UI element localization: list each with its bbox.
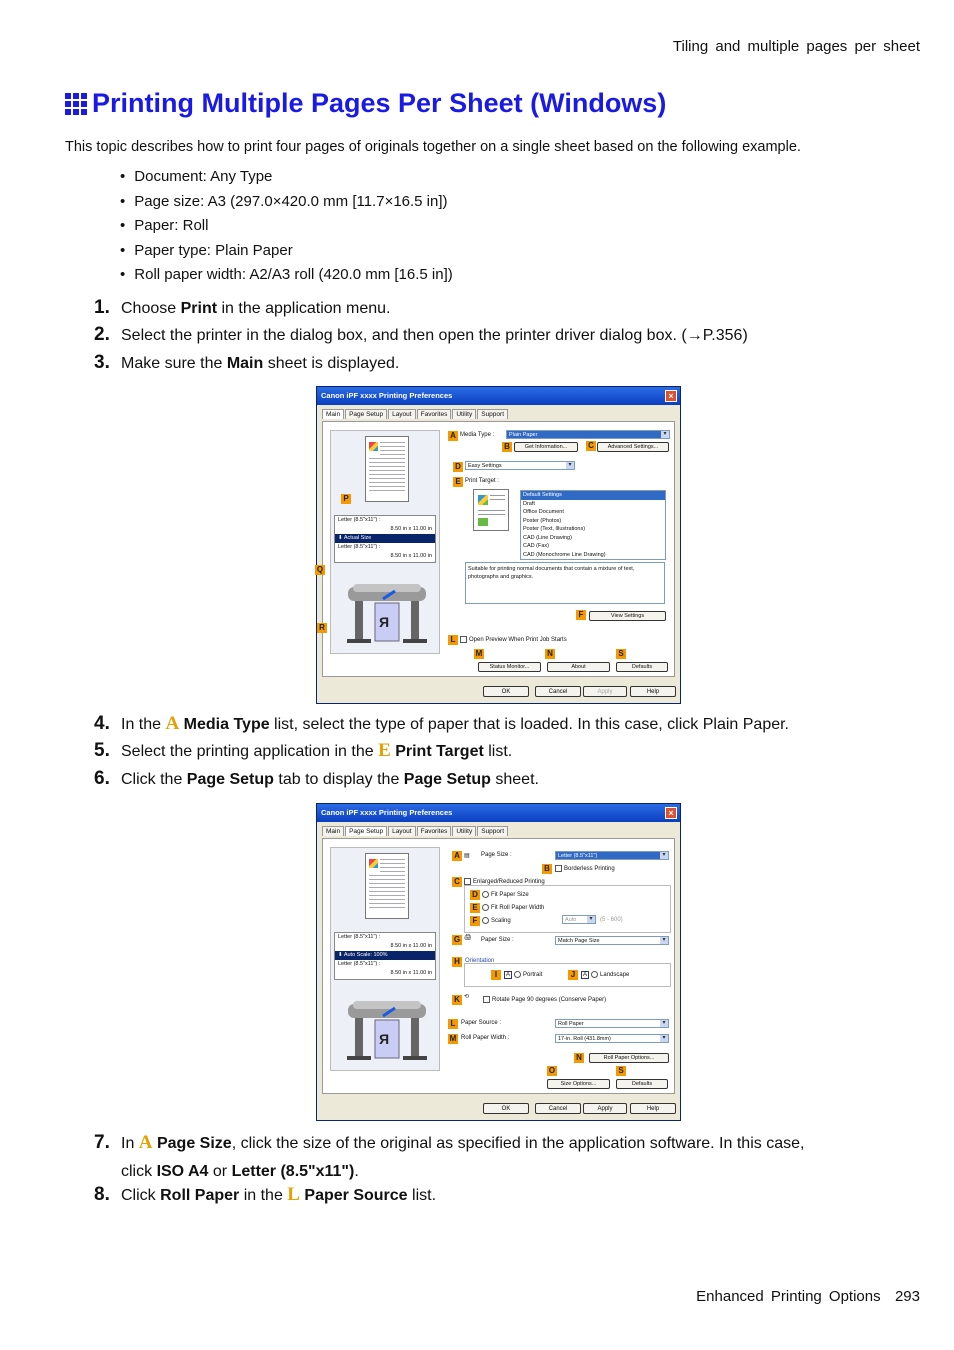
plotter-mark: R xyxy=(379,1031,390,1047)
step-4 xyxy=(94,713,914,735)
step-text: click xyxy=(121,1163,157,1180)
step-text: in the xyxy=(239,1187,288,1204)
easy-settings-select[interactable]: Easy Settings ▾ xyxy=(465,461,575,470)
tab-page-setup[interactable]: Page Setup xyxy=(345,826,387,836)
cancel-button[interactable]: Cancel xyxy=(535,1103,581,1114)
size-options-button[interactable]: Size Options... xyxy=(547,1079,610,1089)
example-list xyxy=(120,168,453,291)
list-item: • Paper: Roll xyxy=(120,217,453,242)
scaling-label: Scaling xyxy=(491,918,511,925)
help-button[interactable]: Help xyxy=(630,686,676,697)
step-number: 6. xyxy=(94,768,110,789)
get-information-button[interactable]: Get Information... xyxy=(514,442,578,452)
step-number: 3. xyxy=(94,352,110,373)
page-title xyxy=(65,88,666,119)
step-8 xyxy=(94,1184,914,1206)
paper-source-label: Paper Source : xyxy=(461,1020,502,1026)
borderless-option[interactable] xyxy=(555,865,615,872)
step-5 xyxy=(94,740,914,762)
defaults-button[interactable]: Defaults xyxy=(616,662,668,672)
size-info-line: 8.50 in x 11.00 in xyxy=(390,970,432,976)
footer-chapter: Enhanced Printing Options xyxy=(696,1288,881,1305)
scaling-range: (5 - 600) xyxy=(600,917,623,923)
fit-paper-label: Fit Paper Size xyxy=(491,892,529,899)
tab-support[interactable]: Support xyxy=(477,409,508,419)
step-text: list, select the type of paper that is loaded. In this case, click Plain Paper. xyxy=(269,716,789,733)
step-text: in the application menu. xyxy=(217,300,391,317)
label-c: C xyxy=(586,441,596,451)
step-number: 1. xyxy=(94,297,110,318)
radio[interactable] xyxy=(514,971,521,978)
label-b: B xyxy=(502,442,512,452)
target-description: Suitable for printing normal documents that contain a mixture of text, photographs and graphics. xyxy=(465,562,665,604)
advanced-settings-button[interactable]: Advanced Settings... xyxy=(597,442,669,452)
step-bold: Main xyxy=(226,355,264,372)
picture-icon xyxy=(369,442,378,451)
step-bold: ISO A4 xyxy=(156,1163,209,1180)
tab-support[interactable]: Support xyxy=(477,826,508,836)
media-type-label: Media Type : xyxy=(460,432,495,438)
fit-roll-option[interactable] xyxy=(482,904,544,911)
size-info-line: Letter (8.5"x11") : xyxy=(338,961,381,967)
portrait-label: Portrait xyxy=(523,972,543,979)
rotate-icon: ⟲ xyxy=(464,994,470,1000)
running-header: Tiling and multiple pages per sheet xyxy=(672,38,920,55)
tab-main[interactable]: Main xyxy=(322,826,344,836)
list-item[interactable]: CAD (Fax) xyxy=(523,543,549,549)
portrait-icon: A xyxy=(506,972,511,979)
callout-letter: A xyxy=(138,1132,153,1153)
close-icon[interactable]: × xyxy=(665,390,677,402)
list-item[interactable]: CAD (Monochrome Line Drawing) xyxy=(523,551,606,558)
label-a: A xyxy=(452,851,462,861)
tab-favorites[interactable]: Favorites xyxy=(417,409,452,419)
label-b: B xyxy=(542,864,552,874)
label-n: N xyxy=(545,649,555,659)
fit-paper-option[interactable] xyxy=(482,891,529,898)
step-text: . xyxy=(354,1163,359,1180)
portrait-option[interactable] xyxy=(504,971,542,978)
step-text: Make sure the xyxy=(121,355,227,372)
scaling-stepper[interactable]: Auto ▾ xyxy=(562,915,596,924)
dialog-title-bar xyxy=(317,387,680,405)
checkbox[interactable] xyxy=(460,636,467,643)
callout-letter: A xyxy=(165,713,180,734)
tab-page-setup[interactable]: Page Setup xyxy=(345,409,387,419)
dialog-title: Canon iPF xxxx Printing Preferences xyxy=(321,808,453,817)
page-setup-dialog xyxy=(316,803,681,1121)
label-p: P xyxy=(341,494,351,504)
dialog-title: Canon iPF xxxx Printing Preferences xyxy=(321,391,453,400)
step-bold: Page Setup xyxy=(403,771,491,788)
roll-paper-options-button[interactable]: Roll Paper Options... xyxy=(589,1053,669,1063)
step-text: list. xyxy=(407,1187,437,1204)
size-info-line: 8.50 in x 11.00 in xyxy=(390,553,432,559)
help-button[interactable]: Help xyxy=(630,1103,676,1114)
step-text: sheet is displayed. xyxy=(263,355,400,372)
step-number: 8. xyxy=(94,1184,110,1205)
cancel-button[interactable]: Cancel xyxy=(535,686,581,697)
step-number: 7. xyxy=(94,1132,110,1153)
label-d: D xyxy=(453,462,463,472)
ok-button[interactable]: OK xyxy=(483,686,529,697)
label-l: L xyxy=(448,635,458,645)
size-info-line: 8.50 in x 11.00 in xyxy=(390,526,432,532)
tab-pane xyxy=(316,421,675,677)
orientation-label: Orientation xyxy=(465,958,495,964)
print-target-label: Print Target : xyxy=(465,478,499,484)
step-1 xyxy=(94,297,914,319)
tab-utility[interactable]: Utility xyxy=(452,409,476,419)
list-item[interactable]: Draft xyxy=(523,500,535,507)
step-7 xyxy=(94,1129,914,1186)
label-l: L xyxy=(448,1019,458,1029)
paper-size-label: Paper Size : xyxy=(481,937,514,943)
page-size-label: Page Size : xyxy=(481,852,512,858)
checkbox[interactable] xyxy=(555,865,562,872)
size-info-line: Letter (8.5"x11") : xyxy=(338,544,381,550)
defaults-button[interactable]: Defaults xyxy=(616,1079,668,1089)
step-text: Select the printer in the dialog box, and then open the printer driver dialog box. (→P.356) xyxy=(121,327,748,344)
label-k: K xyxy=(452,995,462,1005)
print-target-list[interactable] xyxy=(520,490,666,560)
step-bold: Media Type xyxy=(179,716,270,733)
callout-letter: L xyxy=(287,1184,300,1205)
step-bold: Page Size xyxy=(152,1135,232,1152)
step-number: 2. xyxy=(94,324,110,345)
landscape-icon: A xyxy=(583,972,588,979)
running-footer xyxy=(696,1288,920,1305)
paper-source-select[interactable]: Roll Paper ▾ xyxy=(555,1019,669,1028)
label-q: Q xyxy=(316,565,324,574)
scale-mode: ⬇ Auto Scale: 100% xyxy=(335,951,435,960)
size-info-line: Letter (8.5"x11") : xyxy=(338,934,381,940)
radio[interactable] xyxy=(482,917,489,924)
label-s: S xyxy=(616,649,626,659)
label-m: M xyxy=(449,1034,457,1043)
page-thumbnail xyxy=(365,853,409,919)
page-size-select[interactable]: Letter (8.5"x11") ▾ xyxy=(555,851,669,860)
print-preview xyxy=(330,430,440,654)
list-item[interactable]: Poster (Photos) xyxy=(523,517,562,524)
label-g: G xyxy=(453,935,461,944)
step-bold: Paper Source xyxy=(299,1187,408,1204)
label-d: D xyxy=(470,890,480,900)
step-text: or xyxy=(208,1163,232,1180)
size-info xyxy=(334,515,436,563)
list-item: • Document: Any Type xyxy=(120,168,453,193)
step-text: Click the xyxy=(121,771,187,788)
close-icon[interactable]: × xyxy=(665,807,677,819)
step-2 xyxy=(94,324,914,346)
step-text: list. xyxy=(483,743,513,760)
picture-icon xyxy=(369,859,378,868)
label-s: S xyxy=(616,1066,626,1076)
checkbox-checked[interactable] xyxy=(464,878,471,885)
list-item[interactable]: Default Settings xyxy=(521,491,665,500)
label-f: F xyxy=(576,610,586,620)
step-text: sheet. xyxy=(490,771,539,788)
open-preview-label: Open Preview When Print Job Starts xyxy=(469,637,567,644)
main-sheet-dialog xyxy=(316,386,681,704)
step-text: Select the printing application in the xyxy=(121,743,379,760)
borderless-label: Borderless Printing xyxy=(564,866,615,873)
landscape-label: Landscape xyxy=(600,972,630,979)
list-item[interactable]: CAD (Line Drawing) xyxy=(523,534,572,541)
checkbox[interactable] xyxy=(483,996,490,1003)
callout-letter: E xyxy=(378,740,391,761)
page-thumbnail xyxy=(365,436,409,502)
label-r: R xyxy=(317,623,327,633)
step-number: 4. xyxy=(94,713,110,734)
status-monitor-button[interactable]: Status Monitor... xyxy=(478,662,541,672)
step-bold: Roll Paper xyxy=(160,1187,240,1204)
tab-utility[interactable]: Utility xyxy=(452,826,476,836)
step-6 xyxy=(94,768,914,790)
plotter-mark: R xyxy=(379,614,390,630)
enlarged-label: Enlarged/Reduced Printing xyxy=(473,879,545,886)
apply-button[interactable]: Apply xyxy=(583,686,627,697)
step-bold: Page Setup xyxy=(186,771,274,788)
page-number: 293 xyxy=(894,1288,920,1305)
step-text: Click xyxy=(121,1187,161,1204)
tab-favorites[interactable]: Favorites xyxy=(417,826,452,836)
apply-button[interactable]: Apply xyxy=(583,1103,627,1114)
tab-bar xyxy=(322,826,509,836)
paper-size-select[interactable]: Match Page Size ▾ xyxy=(555,936,669,945)
about-button[interactable]: About xyxy=(547,662,610,672)
size-info-line: Letter (8.5"x11") : xyxy=(338,517,381,523)
page-title-text: Printing Multiple Pages Per Sheet (Windows) xyxy=(92,88,667,118)
tab-pane xyxy=(322,838,675,1094)
list-item: • Paper type: Plain Paper xyxy=(120,242,453,267)
step-text: Choose xyxy=(121,300,181,317)
list-item: • Roll paper width: A2/A3 roll (420.0 mm [16.5 in]) xyxy=(120,266,453,291)
open-preview-option[interactable] xyxy=(460,636,567,643)
label-m: M xyxy=(475,649,483,658)
rotate-option[interactable] xyxy=(483,996,606,1003)
tab-bar xyxy=(322,409,509,419)
label-e: E xyxy=(470,903,480,913)
step-text: , click the size of the original as specified in the application software. In this case, xyxy=(231,1135,805,1152)
list-item[interactable]: Office Document xyxy=(523,509,564,515)
list-item: • Page size: A3 (297.0×420.0 mm [11.7×16.5 in]) xyxy=(120,193,453,218)
label-a: A xyxy=(448,431,458,441)
radio[interactable] xyxy=(482,904,489,911)
intro-paragraph: This topic describes how to print four pages of originals together on a single sheet based on the following example. xyxy=(65,139,801,155)
step-3 xyxy=(94,352,914,374)
list-item[interactable]: Poster (Text, Illustrations) xyxy=(523,526,586,532)
media-type-select[interactable]: Plain Paper ▾ xyxy=(506,430,670,439)
roll-width-select[interactable]: 17-in. Roll (431.8mm) ▾ xyxy=(555,1034,669,1043)
label-j: J xyxy=(568,970,578,980)
label-n: N xyxy=(574,1053,584,1063)
landscape-option[interactable] xyxy=(581,971,629,978)
step-number: 5. xyxy=(94,740,110,761)
label-f: F xyxy=(470,916,480,926)
ok-button[interactable]: OK xyxy=(483,1103,529,1114)
step-text: In xyxy=(121,1135,139,1152)
radio[interactable] xyxy=(591,971,598,978)
step-bold: Letter (8.5"x11") xyxy=(231,1163,355,1180)
roll-width-label: Roll Paper Width : xyxy=(461,1035,510,1041)
label-h: H xyxy=(452,957,462,967)
page-size-icon: ▤ xyxy=(464,853,470,859)
label-i: I xyxy=(491,970,501,980)
target-thumbnail xyxy=(473,489,509,531)
view-settings-button[interactable]: View Settings xyxy=(589,611,666,621)
label-c: C xyxy=(452,877,462,887)
label-e: E xyxy=(453,477,463,487)
dialog-title-bar xyxy=(317,804,680,822)
step-text: tab to display the xyxy=(273,771,404,788)
size-info-line: 8.50 in x 11.00 in xyxy=(390,943,432,949)
step-bold: Print xyxy=(180,300,218,317)
step-text: In the xyxy=(121,716,166,733)
size-info xyxy=(334,932,436,980)
radio[interactable] xyxy=(482,891,489,898)
grid-icon xyxy=(65,93,87,115)
step-bold: Print Target xyxy=(390,743,484,760)
label-o: O xyxy=(548,1066,556,1075)
fit-roll-label: Fit Roll Paper Width xyxy=(491,905,545,912)
tab-layout[interactable]: Layout xyxy=(388,826,416,836)
scaling-option[interactable] xyxy=(482,917,511,924)
tab-layout[interactable]: Layout xyxy=(388,409,416,419)
print-preview xyxy=(330,847,440,1071)
tab-main[interactable]: Main xyxy=(322,409,344,419)
paper-size-icon: 🖨 xyxy=(464,935,472,941)
rotate-label: Rotate Page 90 degrees (Conserve Paper) xyxy=(492,997,607,1004)
scale-mode: ⬇ Actual Size xyxy=(335,534,435,543)
